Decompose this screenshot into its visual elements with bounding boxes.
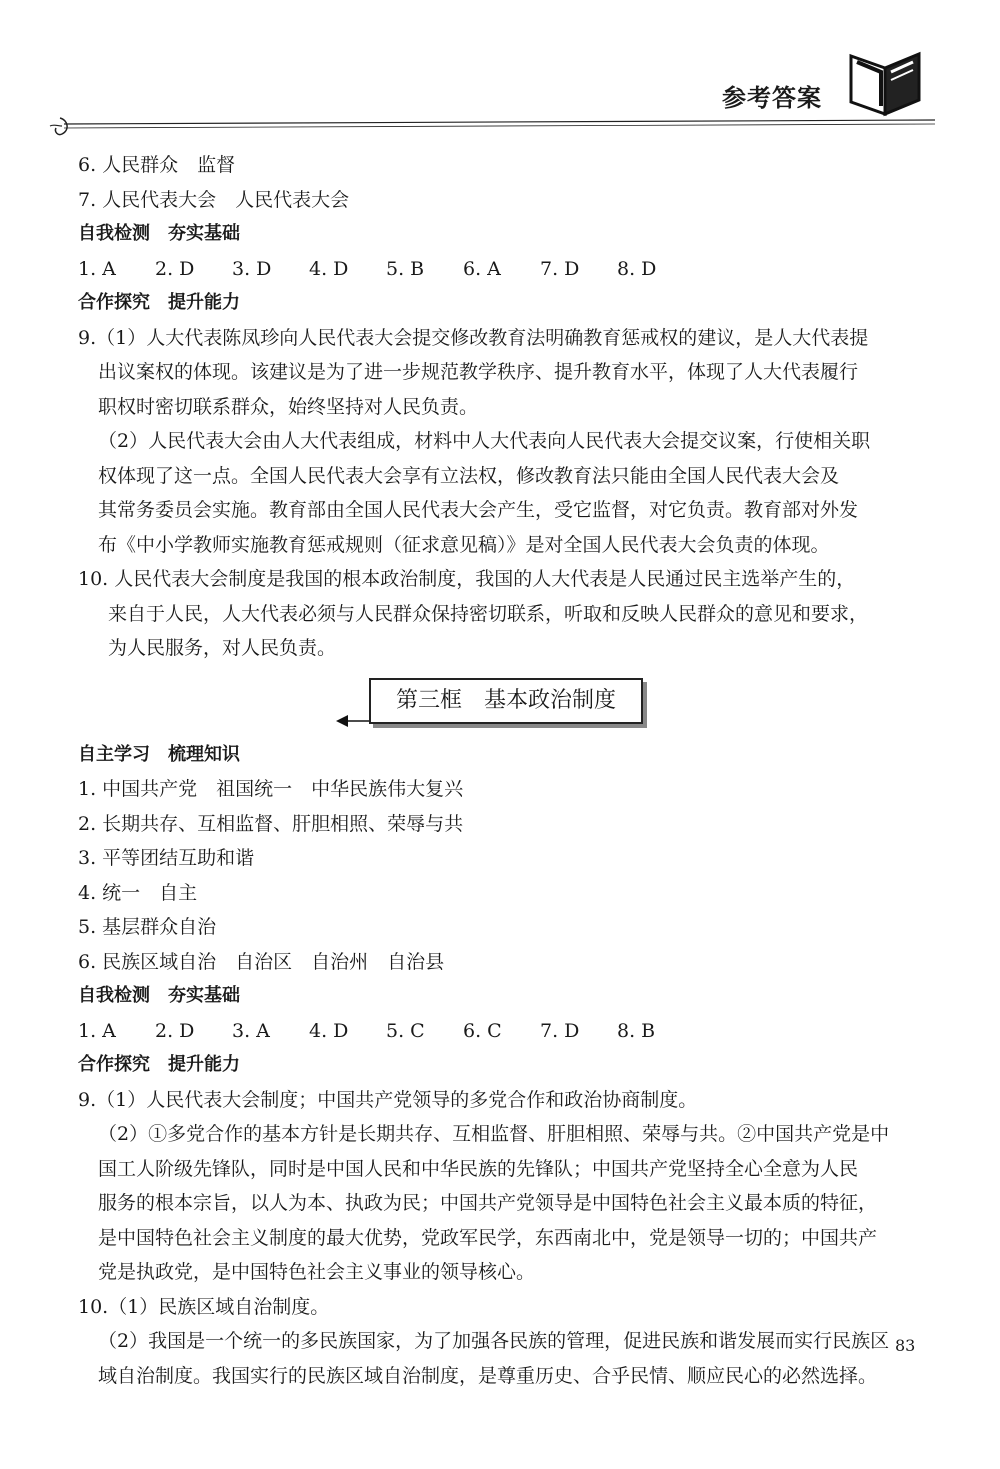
choice-answers: 1. A 2. D 3. A 4. D 5. C 6. C 7. D 8. B [78, 1019, 656, 1042]
answer-line: （2）人民代表大会由人大代表组成，材料中人大代表向人民代表大会提交议案，行使相关职 [98, 430, 871, 452]
answer-line: 服务的根本宗旨，以人为本、执政为民；中国共产党领导是中国特色社会主义最本质的特征， [98, 1192, 878, 1214]
answer-line: 6. 人民群众 监督 [78, 154, 236, 176]
answer-line: 1. 中国共产党 祖国统一 中华民族伟大复兴 [78, 778, 464, 800]
header-rule [40, 114, 940, 140]
answer-line: 10.（1）民族区域自治制度。 [78, 1295, 330, 1318]
answer-line: 2. 长期共存、互相监督、肝胆相照、荣辱与共 [78, 812, 464, 835]
section-heading: 自主学习 梳理知识 [78, 743, 240, 765]
answer-line: 职权时密切联系群众，始终坚持对人民负责。 [98, 395, 479, 418]
section-title: 第三框 基本政治制度 [369, 678, 643, 724]
answer-line: 9.（1）人大代表陈凤珍向人民代表大会提交修改教育法明确教育惩戒权的建议，是人大代表提 [78, 326, 869, 349]
page-number: 83 [895, 1336, 916, 1355]
answer-line: 为人民服务，对人民负责。 [108, 637, 337, 659]
answer-line: 5. 基层群众自治 [78, 916, 217, 938]
book-icon [845, 48, 925, 120]
answer-line: 3. 平等团结互助和谐 [78, 847, 255, 869]
header-title: 参考答案 [722, 84, 822, 112]
answer-line: 出议案权的体现。该建议是为了进一步规范教学秩序、提升教育水平，体现了人大代表履行 [98, 361, 859, 383]
answer-line: 域自治制度。我国实行的民族区域自治制度，是尊重历史、合乎民情、顺应民心的必然选择。 [98, 1364, 878, 1387]
answer-line: 7. 人民代表大会 人民代表大会 [78, 188, 350, 211]
section-heading: 自我检测 夯实基础 [78, 223, 240, 244]
answer-line: 权体现了这一点。全国人民代表大会享有立法权，修改教育法只能由全国人民代表大会及 [98, 464, 840, 487]
answer-line: 党是执政党，是中国特色社会主义事业的领导核心。 [98, 1261, 536, 1283]
answer-line: 10. 人民代表大会制度是我国的根本政治制度，我国的人大代表是人民通过民主选举产生的， [78, 568, 856, 590]
answer-line: 4. 统一 自主 [78, 881, 198, 904]
section-heading: 自我检测 夯实基础 [78, 985, 240, 1006]
answer-line: （2）①多党合作的基本方针是长期共存、互相监督、肝胆相照、荣辱与共。②中国共产党是中 [98, 1123, 890, 1145]
answer-line: 来自于人民，人大代表必须与人民群众保持密切联系，听取和反映人民群众的意见和要求， [108, 602, 869, 625]
answer-line: 其常务委员会实施。教育部由全国人民代表大会产生，受它监督，对它负责。教育部对外发 [98, 499, 859, 521]
choice-answers: 1. A 2. D 3. D 4. D 5. B 6. A 7. D 8. D [78, 257, 657, 280]
answer-line: 6. 民族区域自治 自治区 自治州 自治县 [78, 950, 445, 973]
answer-content [78, 148, 938, 1393]
answer-line: 是中国特色社会主义制度的最大优势，党政军民学，东西南北中，党是领导一切的；中国共产 [98, 1226, 878, 1249]
answer-line: 9.（1）人民代表大会制度；中国共产党领导的多党合作和政治协商制度。 [78, 1088, 698, 1111]
section-heading: 合作探究 提升能力 [78, 1054, 240, 1075]
section-title-banner [78, 670, 938, 736]
answer-line: 布《中小学教师实施教育惩戒规则（征求意见稿）》是对全国人民代表大会负责的体现。 [98, 533, 830, 556]
answer-line: 国工人阶级先锋队，同时是中国人民和中华民族的先锋队；中国共产党坚持全心全意为人民 [98, 1157, 859, 1180]
answer-line: （2）我国是一个统一的多民族国家，为了加强各民族的管理，促进民族和谐发展而实行民族区 [98, 1330, 890, 1352]
section-heading: 合作探究 提升能力 [78, 292, 240, 313]
